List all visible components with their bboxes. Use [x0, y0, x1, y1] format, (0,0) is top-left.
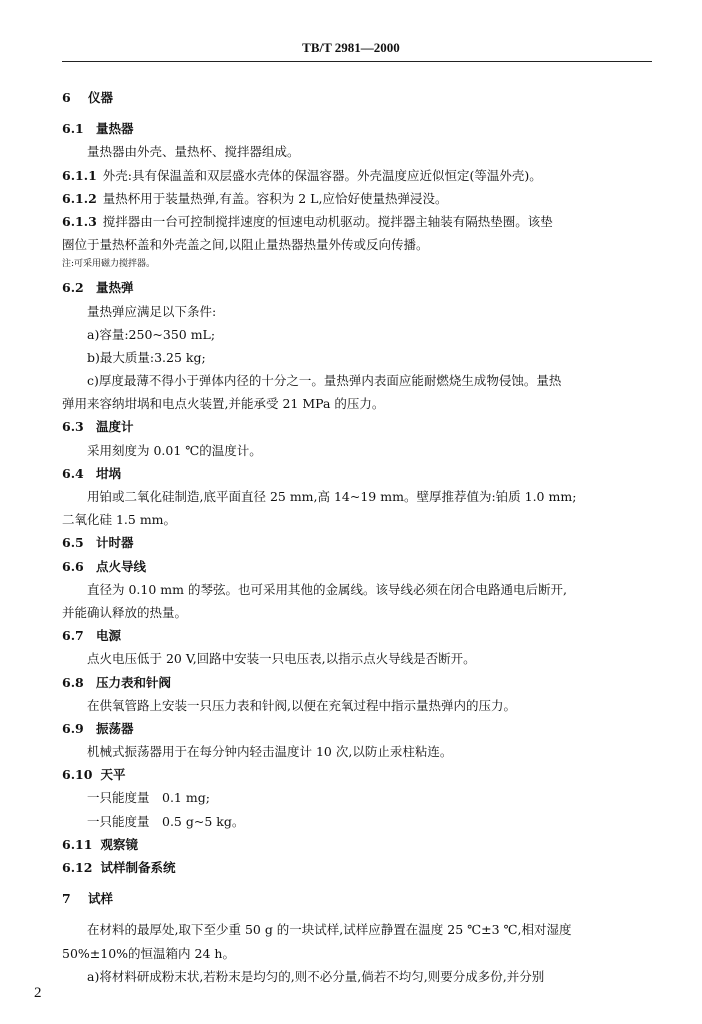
section-heading — [62, 717, 652, 740]
section-heading — [62, 671, 652, 694]
section-heading — [62, 856, 652, 879]
section-title: 点火导线 — [96, 558, 147, 574]
section-heading — [62, 462, 652, 485]
section-number: 6.12 — [62, 860, 93, 875]
body-text-line: 一只能度量 0.1 mg; — [87, 790, 210, 806]
section-title: 压力表和针阀 — [96, 674, 172, 690]
paragraph-number: 6.1.1 — [62, 167, 97, 183]
section-title: 温度计 — [96, 419, 134, 435]
body-text-line: a)将材料研成粉末状,若粉末是均匀的,则不必分量,倘若不均匀,则要分成多份,并分别 — [87, 968, 545, 984]
spacer — [62, 109, 652, 117]
section-number: 6.11 — [62, 836, 93, 852]
section-heading — [62, 415, 652, 438]
section-number: 6.7 — [62, 628, 84, 644]
paragraph-text: 搅拌器由一台可控制搅拌速度的恒速电动机驱动。搅拌器主轴装有隔热垫圈。该垫 — [102, 213, 553, 229]
section-title: 观察镜 — [100, 836, 138, 852]
paragraph-text: 量热杯用于装量热弹,有盖。容积为 2 L,应恰好使量热弹浸没。 — [102, 190, 448, 206]
body-text-line: a)容量:250~350 mL; — [87, 326, 216, 342]
body-text-line: 并能确认释放的热量。 — [62, 604, 188, 620]
section-number: 6.10 — [62, 767, 93, 783]
section-number: 6.2 — [62, 280, 84, 296]
chapter-heading — [62, 86, 652, 109]
body-text-line: b)最大质量:3.25 kg; — [87, 349, 206, 365]
numbered-paragraph — [62, 164, 652, 187]
body-text-line: 二氧化硅 1.5 mm。 — [62, 512, 177, 528]
note-text: 注:可采用磁力搅拌器。 — [62, 259, 156, 270]
section-title: 量热器 — [96, 121, 134, 137]
section-heading — [62, 763, 652, 786]
body-text-line: 50%±10%的恒温箱内 24 h。 — [62, 945, 235, 961]
body-text-line: 直径为 0.10 mm 的琴弦。也可采用其他的金属线。该导线必须在闭合电路通电后断开, — [87, 581, 567, 597]
chapter-heading — [62, 887, 652, 910]
body-text-line: 机械式振荡器用于在每分钟内轻击温度计 10 次,以防止汞柱粘连。 — [87, 744, 453, 760]
section-title: 振荡器 — [96, 720, 134, 736]
section-number: 6.1 — [62, 121, 84, 137]
section-number: 6.6 — [62, 558, 84, 574]
section-heading — [62, 624, 652, 647]
section-title: 量热弹 — [96, 280, 134, 296]
section-heading — [62, 833, 652, 856]
body-text-line: 在供氧管路上安装一只压力表和针阀,以便在充氧过程中指示量热弹内的压力。 — [87, 697, 516, 713]
body-text-line: 量热弹应满足以下条件: — [87, 303, 217, 319]
numbered-paragraph — [62, 187, 652, 210]
section-number: 6 — [62, 90, 71, 105]
spacer — [62, 910, 652, 918]
paragraph-number: 6.1.2 — [62, 190, 97, 206]
section-number: 6.9 — [62, 720, 84, 736]
page-number: 2 — [34, 985, 42, 1001]
section-title: 计时器 — [96, 535, 134, 551]
section-title: 天平 — [100, 767, 126, 783]
section-title: 试样制备系统 — [100, 860, 176, 875]
header-rule — [62, 61, 652, 62]
section-title: 试样 — [88, 891, 114, 907]
section-heading — [62, 531, 652, 554]
document-header: TB/T 2981—2000 — [302, 40, 400, 55]
paragraph-number: 6.1.3 — [62, 213, 97, 229]
section-number: 7 — [62, 891, 71, 907]
numbered-paragraph — [62, 210, 652, 233]
body-text-line: 圈位于量热杯盖和外壳盖之间,以阻止量热器热量外传或反向传播。 — [62, 237, 429, 253]
body-text-line: 在材料的最厚处,取下至少重 50 g 的一块试样,试样应静置在温度 25 ℃±3 ℃,相对湿度 — [87, 922, 572, 938]
document-body — [62, 86, 652, 988]
section-number: 6.8 — [62, 674, 84, 690]
section-number: 6.4 — [62, 465, 84, 481]
spacer — [62, 879, 652, 887]
body-text-line: 点火电压低于 20 V,回路中安装一只电压表,以指示点火导线是否断开。 — [87, 651, 476, 667]
paragraph-text: 外壳:具有保温盖和双层盛水壳体的保温容器。外壳温度应近似恒定(等温外壳)。 — [102, 167, 542, 183]
section-heading — [62, 555, 652, 578]
body-text-line: 一只能度量 0.5 g~5 kg。 — [87, 813, 245, 829]
section-title: 仪器 — [88, 90, 114, 105]
body-text-line: 弹用来容纳坩埚和电点火装置,并能承受 21 MPa 的压力。 — [62, 396, 385, 412]
body-text-line: 用铂或二氧化硅制造,底平面直径 25 mm,高 14~19 mm。壁厚推荐值为:铂质 1.0 mm; — [87, 489, 577, 504]
section-number: 6.3 — [62, 419, 84, 435]
section-heading — [62, 117, 652, 140]
section-title: 电源 — [96, 628, 122, 644]
body-text-line: 采用刻度为 0.01 ℃的温度计。 — [87, 442, 262, 458]
section-number: 6.5 — [62, 535, 84, 551]
body-text-line: c)厚度最薄不得小于弹体内径的十分之一。量热弹内表面应能耐燃烧生成物侵蚀。量热 — [87, 373, 562, 389]
section-title: 坩埚 — [96, 465, 122, 481]
body-text-line: 量热器由外壳、量热杯、搅拌器组成。 — [87, 144, 300, 160]
section-heading — [62, 276, 652, 299]
